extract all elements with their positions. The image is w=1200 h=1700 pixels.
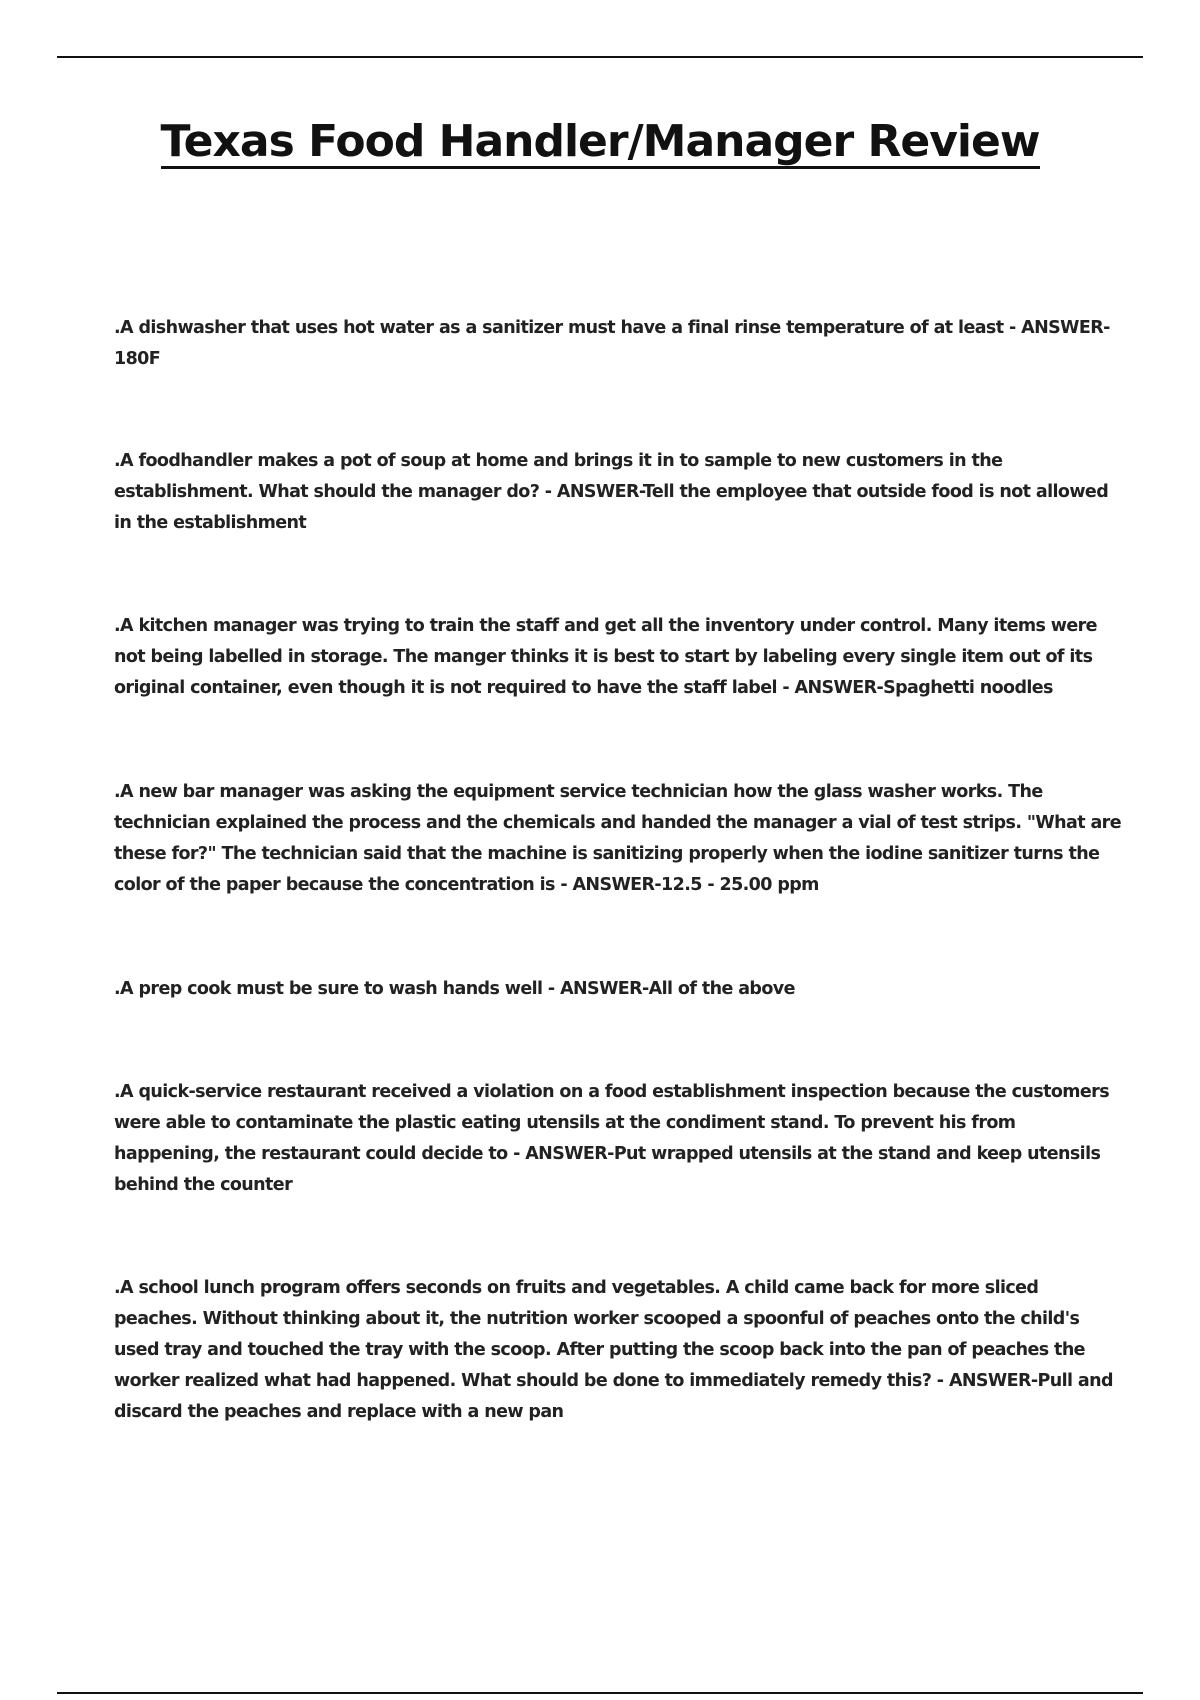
qa-item-3: .A kitchen manager was trying to train the staff and get all the inventory under control. Many items were not being labelled in storage. The manger thinks it is best to start by labeling every single item out of its original container, even though it is not required to have the staff label - ANSWER-Spaghetti noodles [114, 616, 1097, 698]
qa-item-1: .A dishwasher that uses hot water as a sanitizer must have a final rinse temperature of at least - ANSWER-180F [114, 318, 1110, 369]
qa-item-4: .A new bar manager was asking the equipment service technician how the glass washer works. The technician explained the process and the chemicals and handed the manager a vial of test strips. "What are these for?" The technician said that the machine is sanitizing properly when the iodine sanitizer turns the color of the paper because the concentration is - ANSWER-12.5 - 25.00 ppm [114, 782, 1121, 895]
bottom-rule [57, 1692, 1143, 1694]
qa-item-7: .A school lunch program offers seconds on fruits and vegetables. A child came back for more sliced peaches. Without thinking about it, the nutrition worker scooped a spoonful of peaches onto the child's used tray and touched the tray with the scoop. After putting the scoop back into the pan of peaches the worker realized what had happened. What should be done to immediately remedy this? - ANSWER-Pull and discard the peaches and replace with a new pan [114, 1278, 1113, 1422]
qa-item-5: .A prep cook must be sure to wash hands well - ANSWER-All of the above [114, 979, 795, 999]
page-title [0, 118, 1200, 169]
top-rule [57, 56, 1143, 58]
page-title-text: Texas Food Handler/Manager Review [161, 118, 1040, 169]
qa-item-6: .A quick-service restaurant received a violation on a food establishment inspection because the customers were able to contaminate the plastic eating utensils at the condiment stand. To prevent his from happening, the restaurant could decide to - ANSWER-Put wrapped utensils at the stand and keep utensils behind the counter [114, 1082, 1110, 1195]
qa-item-2: .A foodhandler makes a pot of soup at home and brings it in to sample to new customers in the establishment. What should the manager do? - ANSWER-Tell the employee that outside food is not allowed in the establishment [114, 451, 1109, 533]
